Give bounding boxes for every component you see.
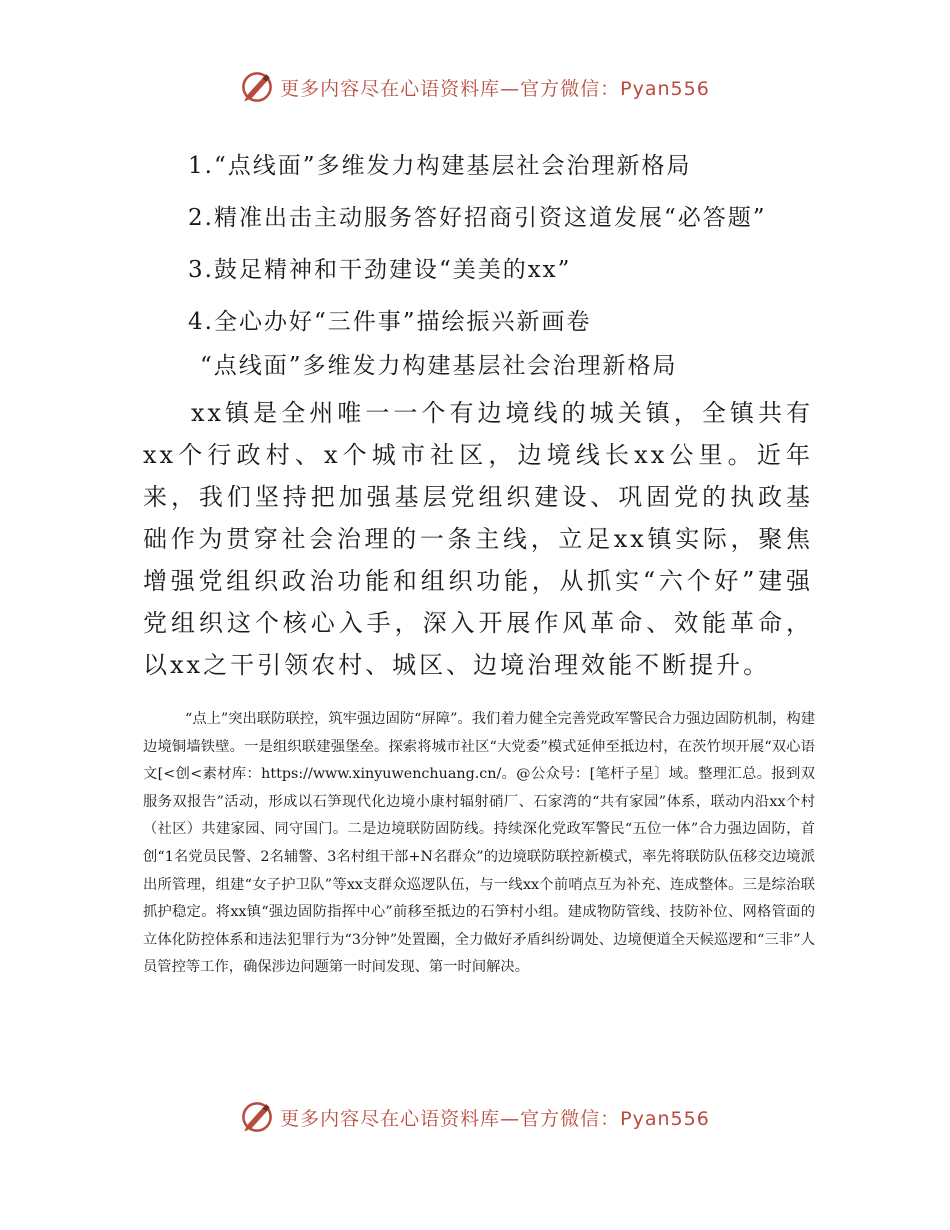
toc-item-3: 3.鼓足精神和干劲建设“美美的xx” <box>188 257 572 283</box>
header-banner-text: 更多内容尽在心语资料库—官方微信：Pyan556 <box>280 77 710 100</box>
intro-paragraph: xx镇是全州唯一一个有边境线的城关镇，全镇共有xx个行政村、x个城市社区，边境线长xx公里。近年来，我们坚持把加强基层党组织建设、巩固党的执政基础作为贯穿社会治理的一条主线，立足xx镇实际，聚焦增强党组织政治功能和组织功能，从抓实“六个好”建强党组织这个核心入手，深入开展作风革命、效能革命，以xx之干引领农村、城区、边境治理效能不断提升。 <box>143 399 813 679</box>
header-banner <box>0 70 950 104</box>
pen-logo-icon <box>240 70 274 104</box>
toc-item-1: 1.“点线面”多维发力构建基层社会治理新格局 <box>188 153 692 179</box>
section-title: “点线面”多维发力构建基层社会治理新格局 <box>200 353 678 379</box>
pen-logo-icon <box>240 1100 274 1134</box>
table-of-contents <box>188 140 888 348</box>
detail-paragraph: “点上”突出联防联控，筑牢强边固防“屏障”。我们着力健全完善党政军警民合力强边固防机制，构建边境铜墙铁壁。一是组织联建强堡垒。探索将城市社区“大党委”模式延伸至抵边村，在茨竹坝开展“双心语文[<创<素材库：https://www.xinyuwenchuang.cn/。@公众号：[笔杆子星〕域。整理汇总。报到双服务双报告”活动，形成以石笋现代化边境小康村辐射硝厂、石家湾的“共有家园”体系，联动内沿xx个村（社区）共建家园、同守国门。二是边境联防固防线。持续深化党政军警民“五位一体”合力强边固防，首创“1名党员民警、2名辅警、3名村组干部+N名群众”的边境联防联控新模式，率先将联防队伍移交边境派出所管理，组建“女子护卫队”等xx支群众巡逻队伍，与一线xx个前哨点互为补充、连成整体。三是综治联抓护稳定。将xx镇“强边固防指挥中心”前移至抵边的石笋村小组。建成物防管线、技防补位、网格管面的立体化防控体系和违法犯罪行为“3分钟”处置圈，全力做好矛盾纠纷调处、边境便道全天候巡逻和“三非”人员管控等工作，确保涉边问题第一时间发现、第一时间解决。 <box>143 711 815 976</box>
toc-item-4: 4.全心办好“三件事”描绘振兴新画卷 <box>188 309 592 335</box>
toc-item-2: 2.精准出击主动服务答好招商引资这道发展“必答题” <box>188 205 767 231</box>
footer-banner-text: 更多内容尽在心语资料库—官方微信：Pyan556 <box>280 1107 710 1130</box>
footer-banner <box>0 1100 950 1134</box>
